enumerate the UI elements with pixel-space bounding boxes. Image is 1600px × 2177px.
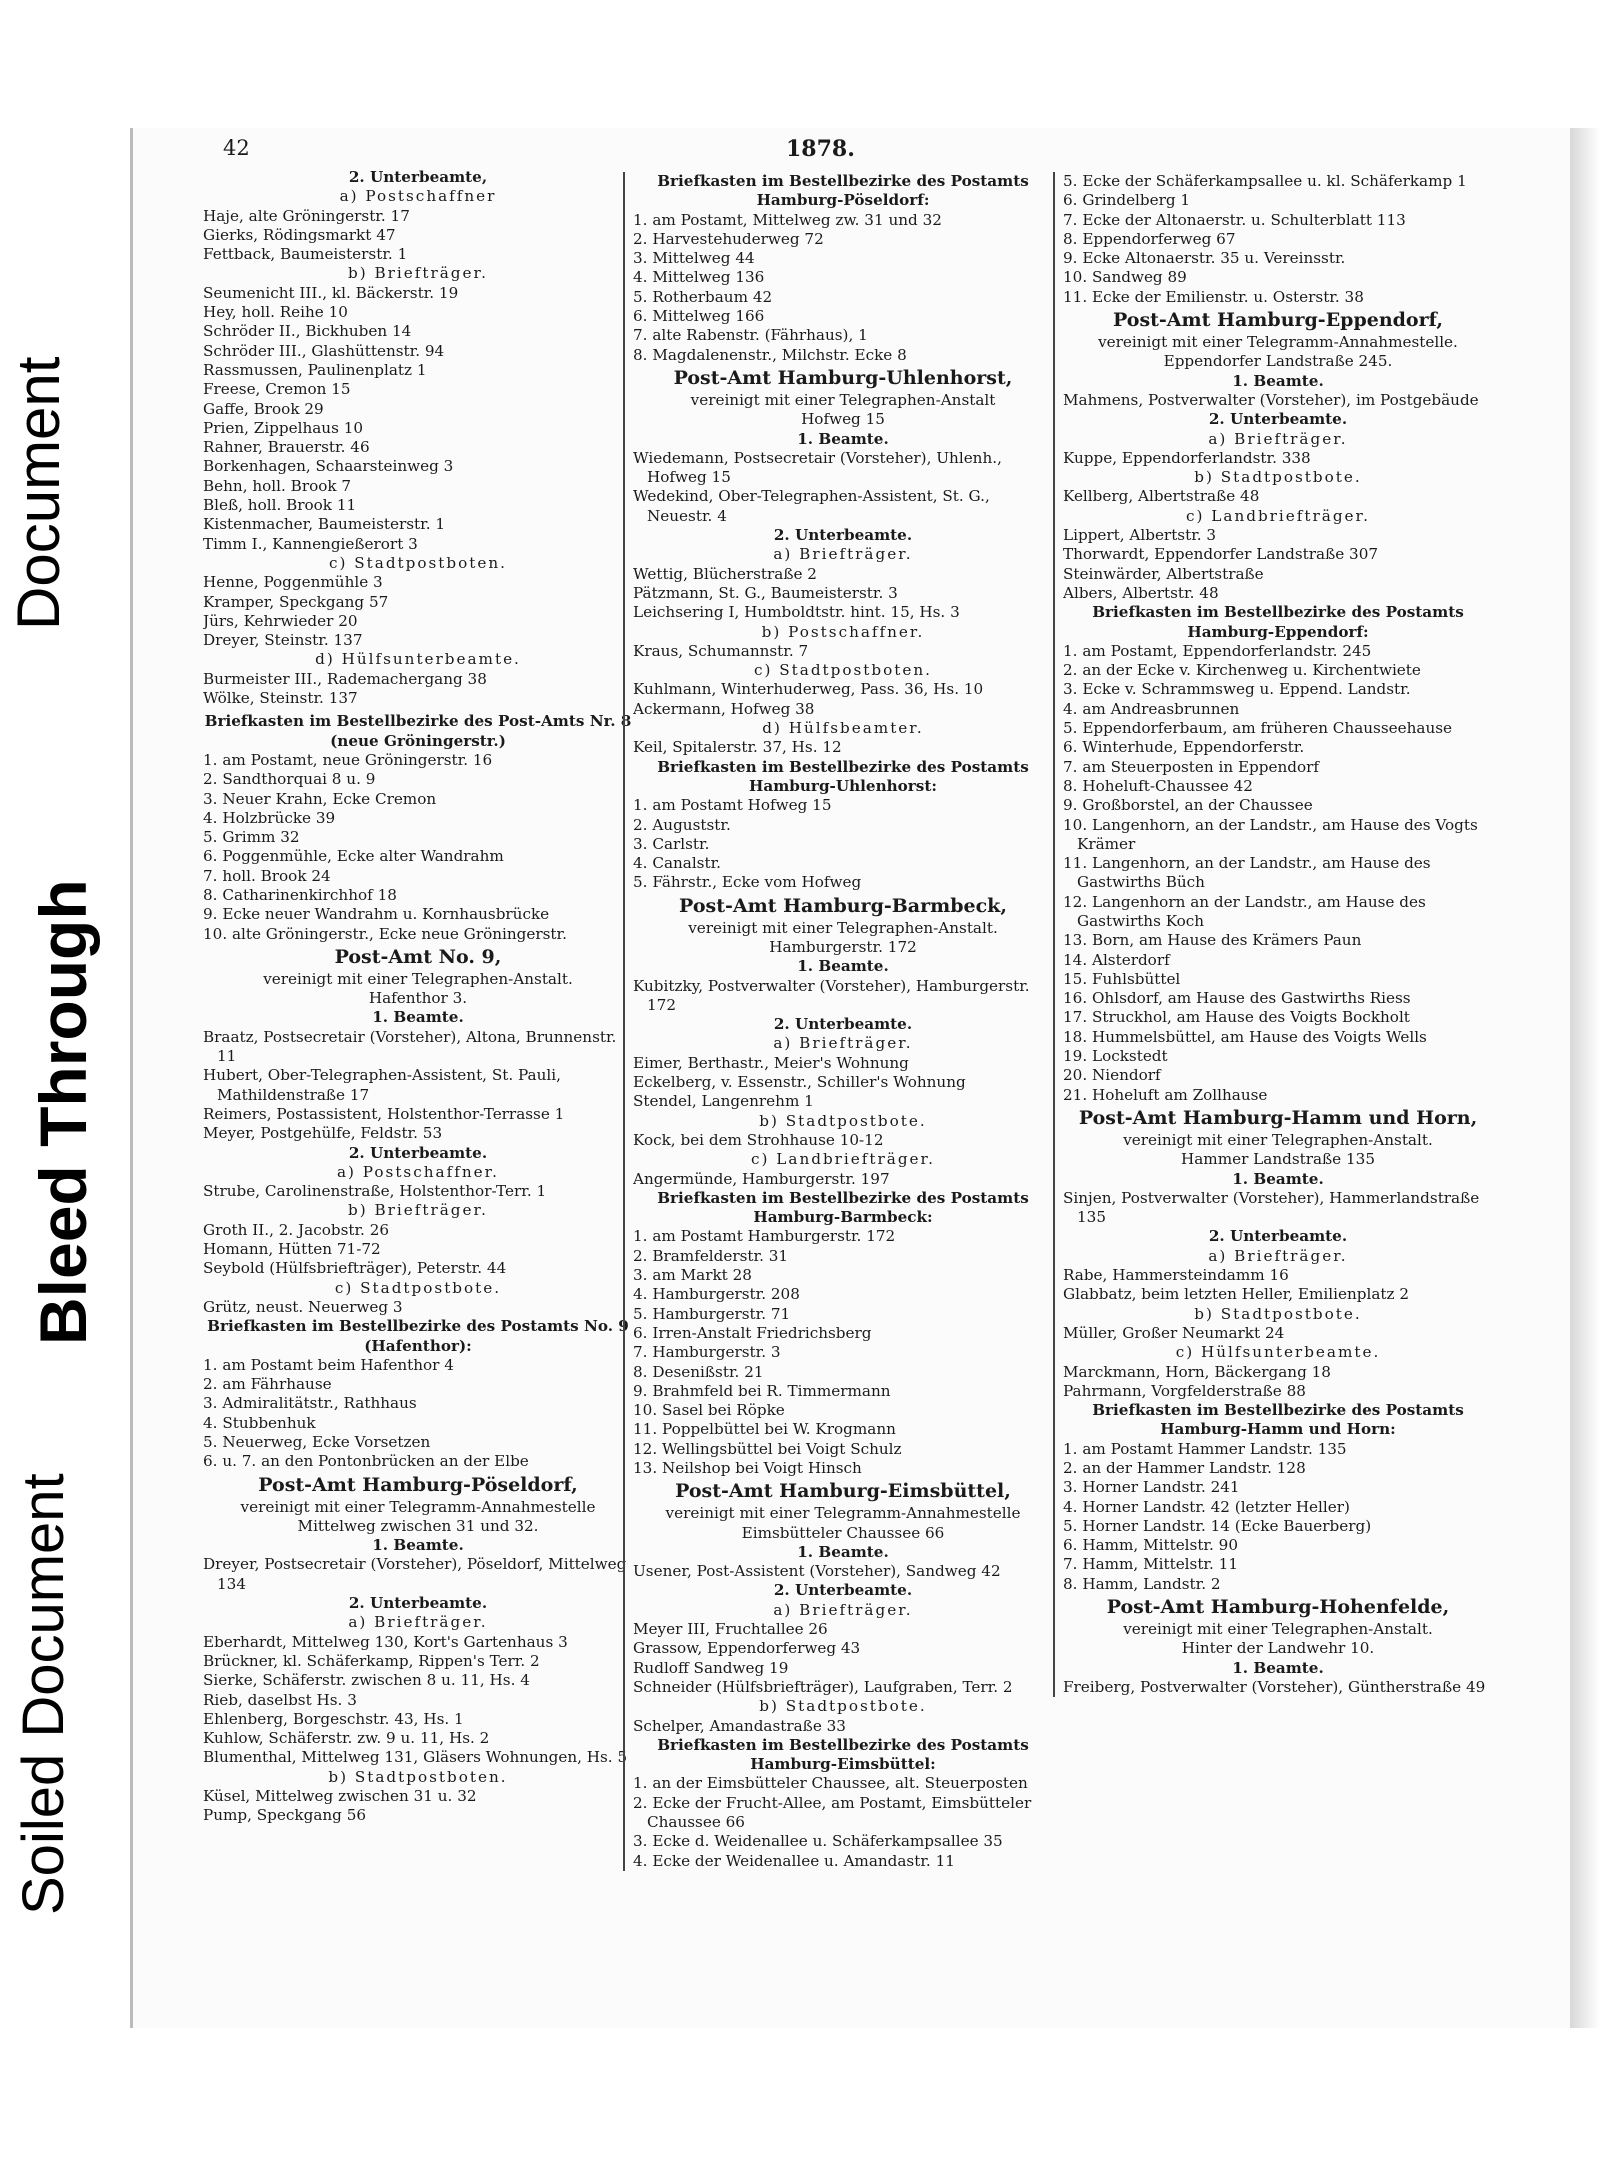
list-item: Angermünde, Hamburgerstr. 197	[633, 1169, 890, 1188]
entry-list	[633, 449, 1053, 526]
post-office-title: Post-Amt Hamburg-Hohenfelde,	[1106, 1596, 1450, 1619]
entry-list	[633, 738, 1053, 757]
page-header	[133, 136, 1573, 166]
page-year: 1878.	[786, 136, 855, 162]
entry-list	[633, 642, 1053, 661]
list-item: 5. Ecke der Schäferkampsallee u. kl. Schäferkamp 1	[1063, 172, 1467, 190]
page-edge-shadow	[1570, 128, 1600, 2028]
list-item: Eimer, Berthastr., Meier's Wohnung	[633, 1053, 909, 1072]
list-item: 18. Hummelsbüttel, am Hause des Voigts Wells	[1063, 1027, 1427, 1046]
list-item: Dreyer, Steinstr. 137	[203, 631, 363, 650]
list-item: 16. Ohlsdorf, am Hause des Gastwirths Riess	[1063, 989, 1411, 1008]
list-item: Ackermann, Hofweg 38	[633, 699, 815, 718]
briefkasten-heading: Briefkasten im Bestellbezirke des Postamts Hamburg-Eppendorf:	[1092, 603, 1464, 641]
list-item: 5. Horner Landstr. 14 (Ecke Bauerberg)	[1063, 1516, 1372, 1535]
list-item: 5. Neuerweg, Ecke Vorsetzen	[203, 1433, 431, 1451]
column-2	[623, 172, 1053, 1871]
list-item: 3. am Markt 28	[633, 1266, 752, 1285]
list-item: Kuhlmann, Winterhuderweg, Pass. 36, Hs. 10	[633, 680, 984, 699]
list-item: Meyer, Postgehülfe, Feldstr. 53	[203, 1124, 443, 1143]
list-item: 7. Hamm, Mittelstr. 11	[1063, 1555, 1239, 1574]
list-item: 1. am Postamt Hammer Landstr. 135	[1063, 1439, 1347, 1458]
post-office-address: Hamburgerstr. 172	[769, 937, 917, 956]
list-item: Marckmann, Horn, Bäckergang 18	[1063, 1362, 1331, 1381]
list-item: 8. Desenißstr. 21	[633, 1362, 764, 1381]
list-item: 14. Alsterdorf	[1063, 950, 1170, 969]
column-1	[203, 168, 633, 1826]
list-item: 10. Sandweg 89	[1063, 268, 1187, 287]
list-item: Eberhardt, Mittelweg 130, Kort's Gartenhaus 3	[203, 1632, 568, 1651]
subsection-heading: d) Hülfsbeamter.	[762, 719, 924, 738]
list-item: 17. Struckhol, am Hause des Voigts Bockholt	[1063, 1008, 1410, 1027]
subsection-heading: d) Hülfsunterbeamte.	[315, 650, 521, 669]
list-item: 11. Ecke der Emilienstr. u. Osterstr. 38	[1063, 287, 1364, 306]
list-item: Prien, Zippelhaus 10	[203, 418, 364, 437]
list-item: Rabe, Hammersteindamm 16	[1063, 1266, 1289, 1285]
list-item: Wedekind, Ober-Telegraphen-Assistent, St. G., Neuestr. 4	[633, 487, 990, 525]
post-office-subtitle: vereinigt mit einer Telegraphen-Anstalt	[690, 390, 996, 409]
section-heading: 2. Unterbeamte,	[348, 168, 488, 186]
entry-list	[1063, 172, 1493, 307]
section-heading: 1. Beamte.	[372, 1536, 464, 1555]
list-item: 4. Ecke der Weidenallee u. Amandastr. 11	[633, 1851, 955, 1870]
post-office-address: Mittelweg zwischen 31 und 32.	[297, 1516, 539, 1535]
list-item: Dreyer, Postsecretair (Vorsteher), Pöseldorf, Mittelweg 134	[203, 1555, 627, 1593]
list-item: Kock, bei dem Strohhause 10-12	[633, 1130, 884, 1149]
entry-list	[633, 565, 1053, 623]
subsection-heading: b) Stadtpostboten.	[328, 1767, 508, 1786]
list-item: Schelper, Amandastraße 33	[633, 1716, 846, 1735]
entry-list	[203, 670, 633, 709]
list-item: Pätzmann, St. G., Baumeisterstr. 3	[633, 583, 898, 602]
post-office-title: Post-Amt Hamburg-Uhlenhorst,	[673, 366, 1013, 389]
entry-list	[203, 1356, 633, 1472]
subsection-heading: b) Stadtpostbote.	[759, 1111, 927, 1130]
list-item: 11. Langenhorn, an der Landstr., am Hause des Gastwirths Büch	[1063, 854, 1431, 892]
list-item: Sinjen, Postverwalter (Vorsteher), Hammerlandstraße 135	[1063, 1188, 1480, 1227]
entry-list	[633, 1131, 1053, 1150]
list-item: Leichsering I, Humboldtstr. hint. 15, Hs. 3	[633, 603, 960, 622]
list-item: Kubitzky, Postverwalter (Vorsteher), Hamburgerstr. 172	[633, 976, 1030, 1014]
post-office-subtitle: vereinigt mit einer Telegramm-Annahmestelle	[240, 1497, 596, 1516]
subsection-heading: a) Briefträger.	[348, 1613, 488, 1632]
list-item: Schröder II., Bickhuben 14	[203, 322, 412, 341]
list-item: Jürs, Kehrwieder 20	[203, 611, 358, 630]
entry-list	[203, 1182, 633, 1201]
entry-list	[633, 680, 1053, 719]
list-item: Groth II., 2. Jacobstr. 26	[203, 1220, 390, 1239]
list-item: 2. an der Hammer Landstr. 128	[1063, 1459, 1306, 1477]
post-office-address: Hammer Landstraße 135	[1181, 1150, 1375, 1169]
list-item: Wettig, Blücherstraße 2	[633, 564, 817, 583]
list-item: 5. Eppendorferbaum, am früheren Chausseehause	[1063, 719, 1453, 738]
list-item: 6. Grindelberg 1	[1063, 191, 1191, 210]
subsection-heading: c) Hülfsunterbeamte.	[1175, 1343, 1381, 1362]
section-heading: 1. Beamte.	[372, 1008, 464, 1027]
entry-list	[203, 1555, 633, 1594]
subsection-heading: b) Stadtpostbote.	[1194, 468, 1362, 487]
list-item: 1. am Postamt Hamburgerstr. 172	[633, 1227, 896, 1246]
section-heading: 1. Beamte.	[1232, 1169, 1324, 1188]
section-heading: 1. Beamte.	[797, 429, 889, 448]
list-item: 15. Fuhlsbüttel	[1063, 969, 1181, 988]
list-item: 1. am Postamt, Eppendorferlandstr. 245	[1063, 641, 1372, 660]
list-item: Pahrmann, Vorgfelderstraße 88	[1063, 1381, 1306, 1400]
list-item: Kuhlow, Schäferstr. zw. 9 u. 11, Hs. 2	[203, 1729, 490, 1748]
list-item: 3. Ecke v. Schrammsweg u. Eppend. Landstr.	[1063, 680, 1411, 699]
list-item: Strube, Carolinenstraße, Holstenthor-Terr. 1	[203, 1182, 547, 1201]
list-item: Reimers, Postassistent, Holstenthor-Terrasse 1	[203, 1104, 565, 1123]
list-item: 20. Niendorf	[1063, 1066, 1161, 1085]
entry-list	[203, 284, 633, 554]
list-item: 4. Canalstr.	[633, 854, 722, 873]
list-item: 13. Born, am Hause des Krämers Paun	[1063, 931, 1362, 950]
list-item: Hey, holl. Reihe 10	[203, 303, 348, 322]
list-item: Ehlenberg, Borgeschstr. 43, Hs. 1	[203, 1709, 464, 1728]
section-heading: 1. Beamte.	[797, 957, 889, 976]
list-item: Bleß, holl. Brook 11	[203, 496, 357, 515]
entry-list	[1063, 1324, 1493, 1343]
list-item: 9. Brahmfeld bei R. Timmermann	[633, 1381, 891, 1400]
subsection-heading: a) Briefträger.	[773, 545, 913, 564]
subsection-heading: c) Landbriefträger.	[751, 1150, 935, 1169]
list-item: Schröder III., Glashüttenstr. 94	[203, 341, 445, 360]
list-item: 6. Poggenmühle, Ecke alter Wandrahm	[203, 847, 504, 866]
list-item: Keil, Spitalerstr. 37, Hs. 12	[633, 738, 842, 757]
entry-list	[633, 1717, 1053, 1736]
list-item: Usener, Post-Assistent (Vorsteher), Sandweg 42	[633, 1562, 1001, 1581]
list-item: Schneider (Hülfsbriefträger), Laufgraben, Terr. 2	[633, 1677, 1013, 1696]
subsection-heading: c) Stadtpostboten.	[754, 661, 932, 680]
list-item: Albers, Albertstr. 48	[1063, 583, 1219, 602]
list-item: 1. am Postamt, neue Gröningerstr. 16	[203, 750, 493, 769]
briefkasten-heading: Briefkasten im Bestellbezirke des Postamts No. 9 (Hafenthor):	[207, 1317, 629, 1355]
list-item: 3. Admiralitätstr., Rathhaus	[203, 1394, 417, 1413]
entry-list	[633, 211, 1053, 365]
briefkasten-heading: Briefkasten im Bestellbezirke des Postamts Hamburg-Barmbeck:	[657, 1188, 1029, 1227]
list-item: Kistenmacher, Baumeisterstr. 1	[203, 515, 446, 534]
list-item: Timm I., Kannengießerort 3	[203, 534, 418, 553]
list-item: Küsel, Mittelweg zwischen 31 u. 32	[203, 1787, 477, 1806]
subsection-heading: a) Briefträger.	[1208, 429, 1348, 448]
subsection-heading: b) Briefträger.	[348, 264, 488, 283]
section-heading: 1. Beamte.	[1232, 1658, 1324, 1677]
post-office-title: Post-Amt Hamburg-Eimsbüttel,	[675, 1480, 1011, 1503]
post-office-address: Hofweg 15	[801, 410, 885, 429]
subsection-heading: b) Postschaffner.	[761, 622, 925, 641]
list-item: 4. am Andreasbrunnen	[1063, 699, 1240, 718]
subsection-heading: a) Postschaffner.	[336, 1162, 500, 1181]
list-item: Behn, holl. Brook 7	[203, 476, 352, 495]
list-item: Henne, Poggenmühle 3	[203, 573, 383, 592]
list-item: 12. Langenhorn an der Landstr., am Hause des Gastwirths Koch	[1063, 892, 1426, 930]
list-item: 5. Fährstr., Ecke vom Hofweg	[633, 873, 862, 892]
list-item: Stendel, Langenrehm 1	[633, 1092, 814, 1111]
list-item: 9. Ecke Altonaerstr. 35 u. Vereinsstr.	[1063, 249, 1346, 268]
subsection-heading: c) Landbriefträger.	[1186, 506, 1370, 525]
entry-list	[203, 207, 633, 265]
list-item: 13. Neilshop bei Voigt Hinsch	[633, 1459, 862, 1477]
subsection-heading: a) Briefträger.	[773, 1034, 913, 1053]
subsection-heading: b) Stadtpostbote.	[759, 1697, 927, 1716]
post-office-subtitle: vereinigt mit einer Telegraphen-Anstalt.	[1123, 1130, 1433, 1149]
list-item: Hubert, Ober-Telegraphen-Assistent, St. Pauli, Mathildenstraße 17	[203, 1066, 561, 1104]
list-item: 21. Hoheluft am Zollhause	[1063, 1085, 1268, 1104]
post-office-subtitle: vereinigt mit einer Telegraphen-Anstalt.	[263, 969, 573, 988]
section-heading: 2. Unterbeamte.	[773, 1015, 913, 1034]
list-item: 1. am Postamt, Mittelweg zw. 31 und 32	[633, 210, 942, 229]
list-item: Sierke, Schäferstr. zwischen 8 u. 11, Hs. 4	[203, 1671, 530, 1690]
list-item: 4. Holzbrücke 39	[203, 808, 336, 827]
subsection-heading: a) Briefträger.	[773, 1600, 913, 1619]
post-office-title: Post-Amt Hamburg-Barmbeck,	[679, 894, 1007, 917]
watermark-stamps	[0, 0, 130, 2177]
list-item: 2. am Fährhause	[203, 1375, 332, 1394]
list-item: 10. alte Gröningerstr., Ecke neue Gröningerstr.	[203, 924, 567, 943]
list-item: 2. Auguststr.	[633, 815, 731, 834]
list-item: 3. Ecke d. Weidenallee u. Schäferkampsallee 35	[633, 1832, 1003, 1851]
entry-list	[633, 1562, 1053, 1581]
list-item: Kellberg, Albertstraße 48	[1063, 487, 1260, 506]
list-item: Lippert, Albertstr. 3	[1063, 526, 1217, 545]
briefkasten-heading: Briefkasten im Bestellbezirke des Post-Amts Nr. 8 (neue Gröningerstr.)	[204, 712, 632, 750]
list-item: Rieb, daselbst Hs. 3	[203, 1690, 357, 1709]
entry-list	[1063, 487, 1493, 506]
stamp-bleed-through: Bleed Through	[26, 879, 100, 1345]
entry-list	[1063, 1440, 1493, 1594]
column-3	[1053, 172, 1493, 1697]
entry-list	[203, 573, 633, 650]
list-item: Blumenthal, Mittelweg 131, Gläsers Wohnungen, Hs. 5	[203, 1748, 628, 1767]
section-heading: 2. Unterbeamte.	[1208, 1227, 1348, 1246]
post-office-address: Eimsbütteler Chaussee 66	[741, 1523, 945, 1542]
list-item: Haje, alte Gröningerstr. 17	[203, 206, 410, 225]
list-item: 4. Hamburgerstr. 208	[633, 1285, 800, 1304]
list-item: 9. Ecke neuer Wandrahm u. Kornhausbrücke	[203, 905, 550, 924]
section-heading: 2. Unterbeamte.	[773, 1581, 913, 1600]
list-item: 8. Catharinenkirchhof 18	[203, 885, 397, 904]
section-heading: 2. Unterbeamte.	[348, 1594, 488, 1613]
entry-list	[203, 1787, 633, 1826]
entry-list	[633, 796, 1053, 892]
list-item: 2. Bramfelderstr. 31	[633, 1246, 789, 1265]
section-heading: 1. Beamte.	[797, 1542, 889, 1561]
list-item: Rahner, Brauerstr. 46	[203, 438, 370, 457]
entry-list	[1063, 1363, 1493, 1402]
list-item: 7. am Steuerposten in Eppendorf	[1063, 757, 1319, 776]
list-item: 2. Ecke der Frucht-Allee, am Postamt, Eimsbütteler Chaussee 66	[633, 1793, 1032, 1832]
list-item: 3. Horner Landstr. 241	[1063, 1478, 1240, 1497]
list-item: Borkenhagen, Schaarsteinweg 3	[203, 457, 454, 476]
list-item: 7. holl. Brook 24	[203, 866, 331, 885]
list-item: Kuppe, Eppendorferlandstr. 338	[1063, 448, 1311, 467]
section-heading: 2. Unterbeamte.	[1208, 410, 1348, 429]
entry-list	[633, 977, 1053, 1016]
list-item: Wölke, Steinstr. 137	[203, 689, 358, 708]
list-item: Meyer III, Fruchtallee 26	[633, 1620, 828, 1639]
list-item: 2. Harvestehuderweg 72	[633, 229, 824, 248]
post-office-title: Post-Amt No. 9,	[334, 945, 502, 968]
list-item: 7. alte Rabenstr. (Fährhaus), 1	[633, 326, 868, 345]
post-office-title: Post-Amt Hamburg-Eppendorf,	[1113, 309, 1443, 332]
list-item: Pump, Speckgang 56	[203, 1806, 367, 1825]
post-office-address: Hinter der Landwehr 10.	[1181, 1639, 1375, 1658]
list-item: Gierks, Rödingsmarkt 47	[203, 225, 396, 244]
entry-list	[633, 1620, 1053, 1697]
entry-list	[203, 1298, 633, 1317]
post-office-subtitle: vereinigt mit einer Telegramm-Annahmestelle	[665, 1504, 1021, 1523]
stamp-document: Document	[5, 356, 72, 630]
list-item: 6. Winterhude, Eppendorferstr.	[1063, 738, 1305, 757]
stamp-soiled-document: Soiled Document	[11, 1473, 76, 1915]
list-item: 7. Hamburgerstr. 3	[633, 1343, 781, 1362]
subsection-heading: c) Stadtpostbote.	[334, 1278, 502, 1297]
entry-list	[203, 1221, 633, 1279]
entry-list	[1063, 1678, 1493, 1697]
list-item: Steinwärder, Albertstraße	[1063, 564, 1264, 583]
list-item: 8. Eppendorferweg 67	[1063, 229, 1236, 248]
section-heading: 1. Beamte.	[1232, 371, 1324, 390]
post-office-title: Post-Amt Hamburg-Pöseldorf,	[258, 1473, 578, 1496]
post-office-subtitle: vereinigt mit einer Telegramm-Annahmestelle.	[1098, 333, 1458, 352]
list-item: Eckelberg, v. Essenstr., Schiller's Wohnung	[633, 1073, 966, 1092]
list-item: Grütz, neust. Neuerweg 3	[203, 1297, 403, 1316]
list-item: 2. an der Ecke v. Kirchenweg u. Kirchentwiete	[1063, 661, 1421, 680]
entry-list	[1063, 1189, 1493, 1228]
list-item: 1. am Postamt beim Hafenthor 4	[203, 1355, 454, 1374]
list-item: 1. am Postamt Hofweg 15	[633, 796, 832, 815]
post-office-title: Post-Amt Hamburg-Hamm und Horn,	[1078, 1106, 1478, 1129]
list-item: 8. Magdalenenstr., Milchstr. Ecke 8	[633, 345, 907, 364]
list-item: Rassmussen, Paulinenplatz 1	[203, 360, 427, 379]
list-item: 6. u. 7. an den Pontonbrücken an der Elbe	[203, 1452, 529, 1471]
entry-list	[633, 1054, 1053, 1112]
list-item: 5. Grimm 32	[203, 828, 300, 847]
entry-list	[1063, 391, 1493, 410]
list-item: Wiedemann, Postsecretair (Vorsteher), Uhlenh., Hofweg 15	[633, 448, 1002, 487]
list-item: 3. Mittelweg 44	[633, 249, 755, 268]
list-item: 4. Mittelweg 136	[633, 268, 765, 287]
subsection-heading: b) Stadtpostbote.	[1194, 1304, 1362, 1323]
list-item: 10. Langenhorn, an der Landstr., am Hause des Vogts Krämer	[1063, 815, 1478, 853]
list-item: 10. Sasel bei Röpke	[633, 1401, 785, 1420]
list-item: Müller, Großer Neumarkt 24	[1063, 1323, 1285, 1342]
briefkasten-heading: Briefkasten im Bestellbezirke des Postamts Hamburg-Eimsbüttel:	[657, 1735, 1029, 1774]
post-office-address: Eppendorfer Landstraße 245.	[1163, 352, 1393, 371]
entry-list	[633, 1170, 1053, 1189]
section-heading: 2. Unterbeamte.	[348, 1143, 488, 1162]
list-item: Freiberg, Postverwalter (Vorsteher), Güntherstraße 49	[1063, 1677, 1486, 1696]
briefkasten-heading: Briefkasten im Bestellbezirke des Postamts Hamburg-Pöseldorf:	[657, 172, 1029, 210]
list-item: Fettback, Baumeisterstr. 1	[203, 245, 408, 264]
post-office-subtitle: vereinigt mit einer Telegraphen-Anstalt.	[1123, 1620, 1433, 1639]
list-item: Brückner, kl. Schäferkamp, Rippen's Terr. 2	[203, 1651, 540, 1670]
list-item: 1. an der Eimsbütteler Chaussee, alt. Steuerposten	[633, 1774, 1028, 1793]
list-item: Braatz, Postsecretair (Vorsteher), Altona, Brunnenstr. 11	[203, 1027, 617, 1066]
list-item: 6. Mittelweg 166	[633, 307, 765, 326]
list-item: Grassow, Eppendorferweg 43	[633, 1639, 861, 1658]
list-item: Homann, Hütten 71-72	[203, 1240, 381, 1259]
scanned-page	[130, 128, 1573, 2028]
section-heading: 2. Unterbeamte.	[773, 526, 913, 545]
entry-list	[203, 1633, 633, 1768]
entry-list	[203, 751, 633, 944]
subsection-heading: a) Briefträger.	[1208, 1246, 1348, 1265]
list-item: Rudloff Sandweg 19	[633, 1658, 789, 1677]
list-item: 4. Horner Landstr. 42 (letzter Heller)	[1063, 1497, 1350, 1516]
entry-list	[1063, 1266, 1493, 1305]
list-item: Gaffe, Brook 29	[203, 399, 324, 418]
list-item: 3. Neuer Krahn, Ecke Cremon	[203, 789, 437, 808]
subsection-heading: a) Postschaffner	[339, 187, 497, 206]
subsection-heading: c) Stadtpostboten.	[329, 553, 507, 572]
list-item: Glabbatz, beim letzten Heller, Emilienplatz 2	[1063, 1285, 1409, 1304]
entry-list	[203, 1028, 633, 1144]
list-item: Kramper, Speckgang 57	[203, 592, 389, 611]
list-item: Thorwardt, Eppendorfer Landstraße 307	[1063, 545, 1379, 564]
list-item: 12. Wellingsbüttel bei Voigt Schulz	[633, 1439, 902, 1458]
entry-list	[1063, 642, 1493, 1105]
entry-list	[633, 1774, 1053, 1870]
briefkasten-heading: Briefkasten im Bestellbezirke des Postamts Hamburg-Hamm und Horn:	[1092, 1401, 1464, 1439]
list-item: Freese, Cremon 15	[203, 380, 351, 399]
entry-list	[1063, 526, 1493, 603]
list-item: 5. Rotherbaum 42	[633, 287, 773, 306]
post-office-address: Hafenthor 3.	[368, 989, 468, 1008]
list-item: Mahmens, Postverwalter (Vorsteher), im Postgebäude	[1063, 390, 1479, 409]
page-number: 42	[223, 136, 250, 160]
list-item: Burmeister III., Rademachergang 38	[203, 669, 487, 688]
list-item: 9. Großborstel, an der Chaussee	[1063, 796, 1313, 815]
entry-list	[1063, 449, 1493, 468]
subsection-heading: b) Briefträger.	[348, 1201, 488, 1220]
briefkasten-heading: Briefkasten im Bestellbezirke des Postamts Hamburg-Uhlenhorst:	[657, 757, 1029, 795]
entry-list	[633, 1227, 1053, 1478]
list-item: 2. Sandthorquai 8 u. 9	[203, 770, 376, 789]
list-item: Kraus, Schumannstr. 7	[633, 641, 809, 660]
post-office-subtitle: vereinigt mit einer Telegraphen-Anstalt.	[688, 918, 998, 937]
list-item: Seumenicht III., kl. Bäckerstr. 19	[203, 283, 459, 302]
list-item: 5. Hamburgerstr. 71	[633, 1304, 791, 1323]
list-item: 4. Stubbenhuk	[203, 1413, 316, 1432]
list-item: Seybold (Hülfsbriefträger), Peterstr. 44	[203, 1259, 507, 1278]
list-item: 8. Hoheluft-Chaussee 42	[1063, 776, 1253, 795]
list-item: 19. Lockstedt	[1063, 1047, 1168, 1066]
list-item: 8. Hamm, Landstr. 2	[1063, 1574, 1221, 1593]
list-item: 11. Poppelbüttel bei W. Krogmann	[633, 1420, 896, 1439]
list-item: 3. Carlstr.	[633, 834, 710, 853]
list-item: 6. Irren-Anstalt Friedrichsberg	[633, 1323, 872, 1342]
list-item: 7. Ecke der Altonaerstr. u. Schulterblatt 113	[1063, 210, 1406, 229]
list-item: 6. Hamm, Mittelstr. 90	[1063, 1536, 1239, 1555]
